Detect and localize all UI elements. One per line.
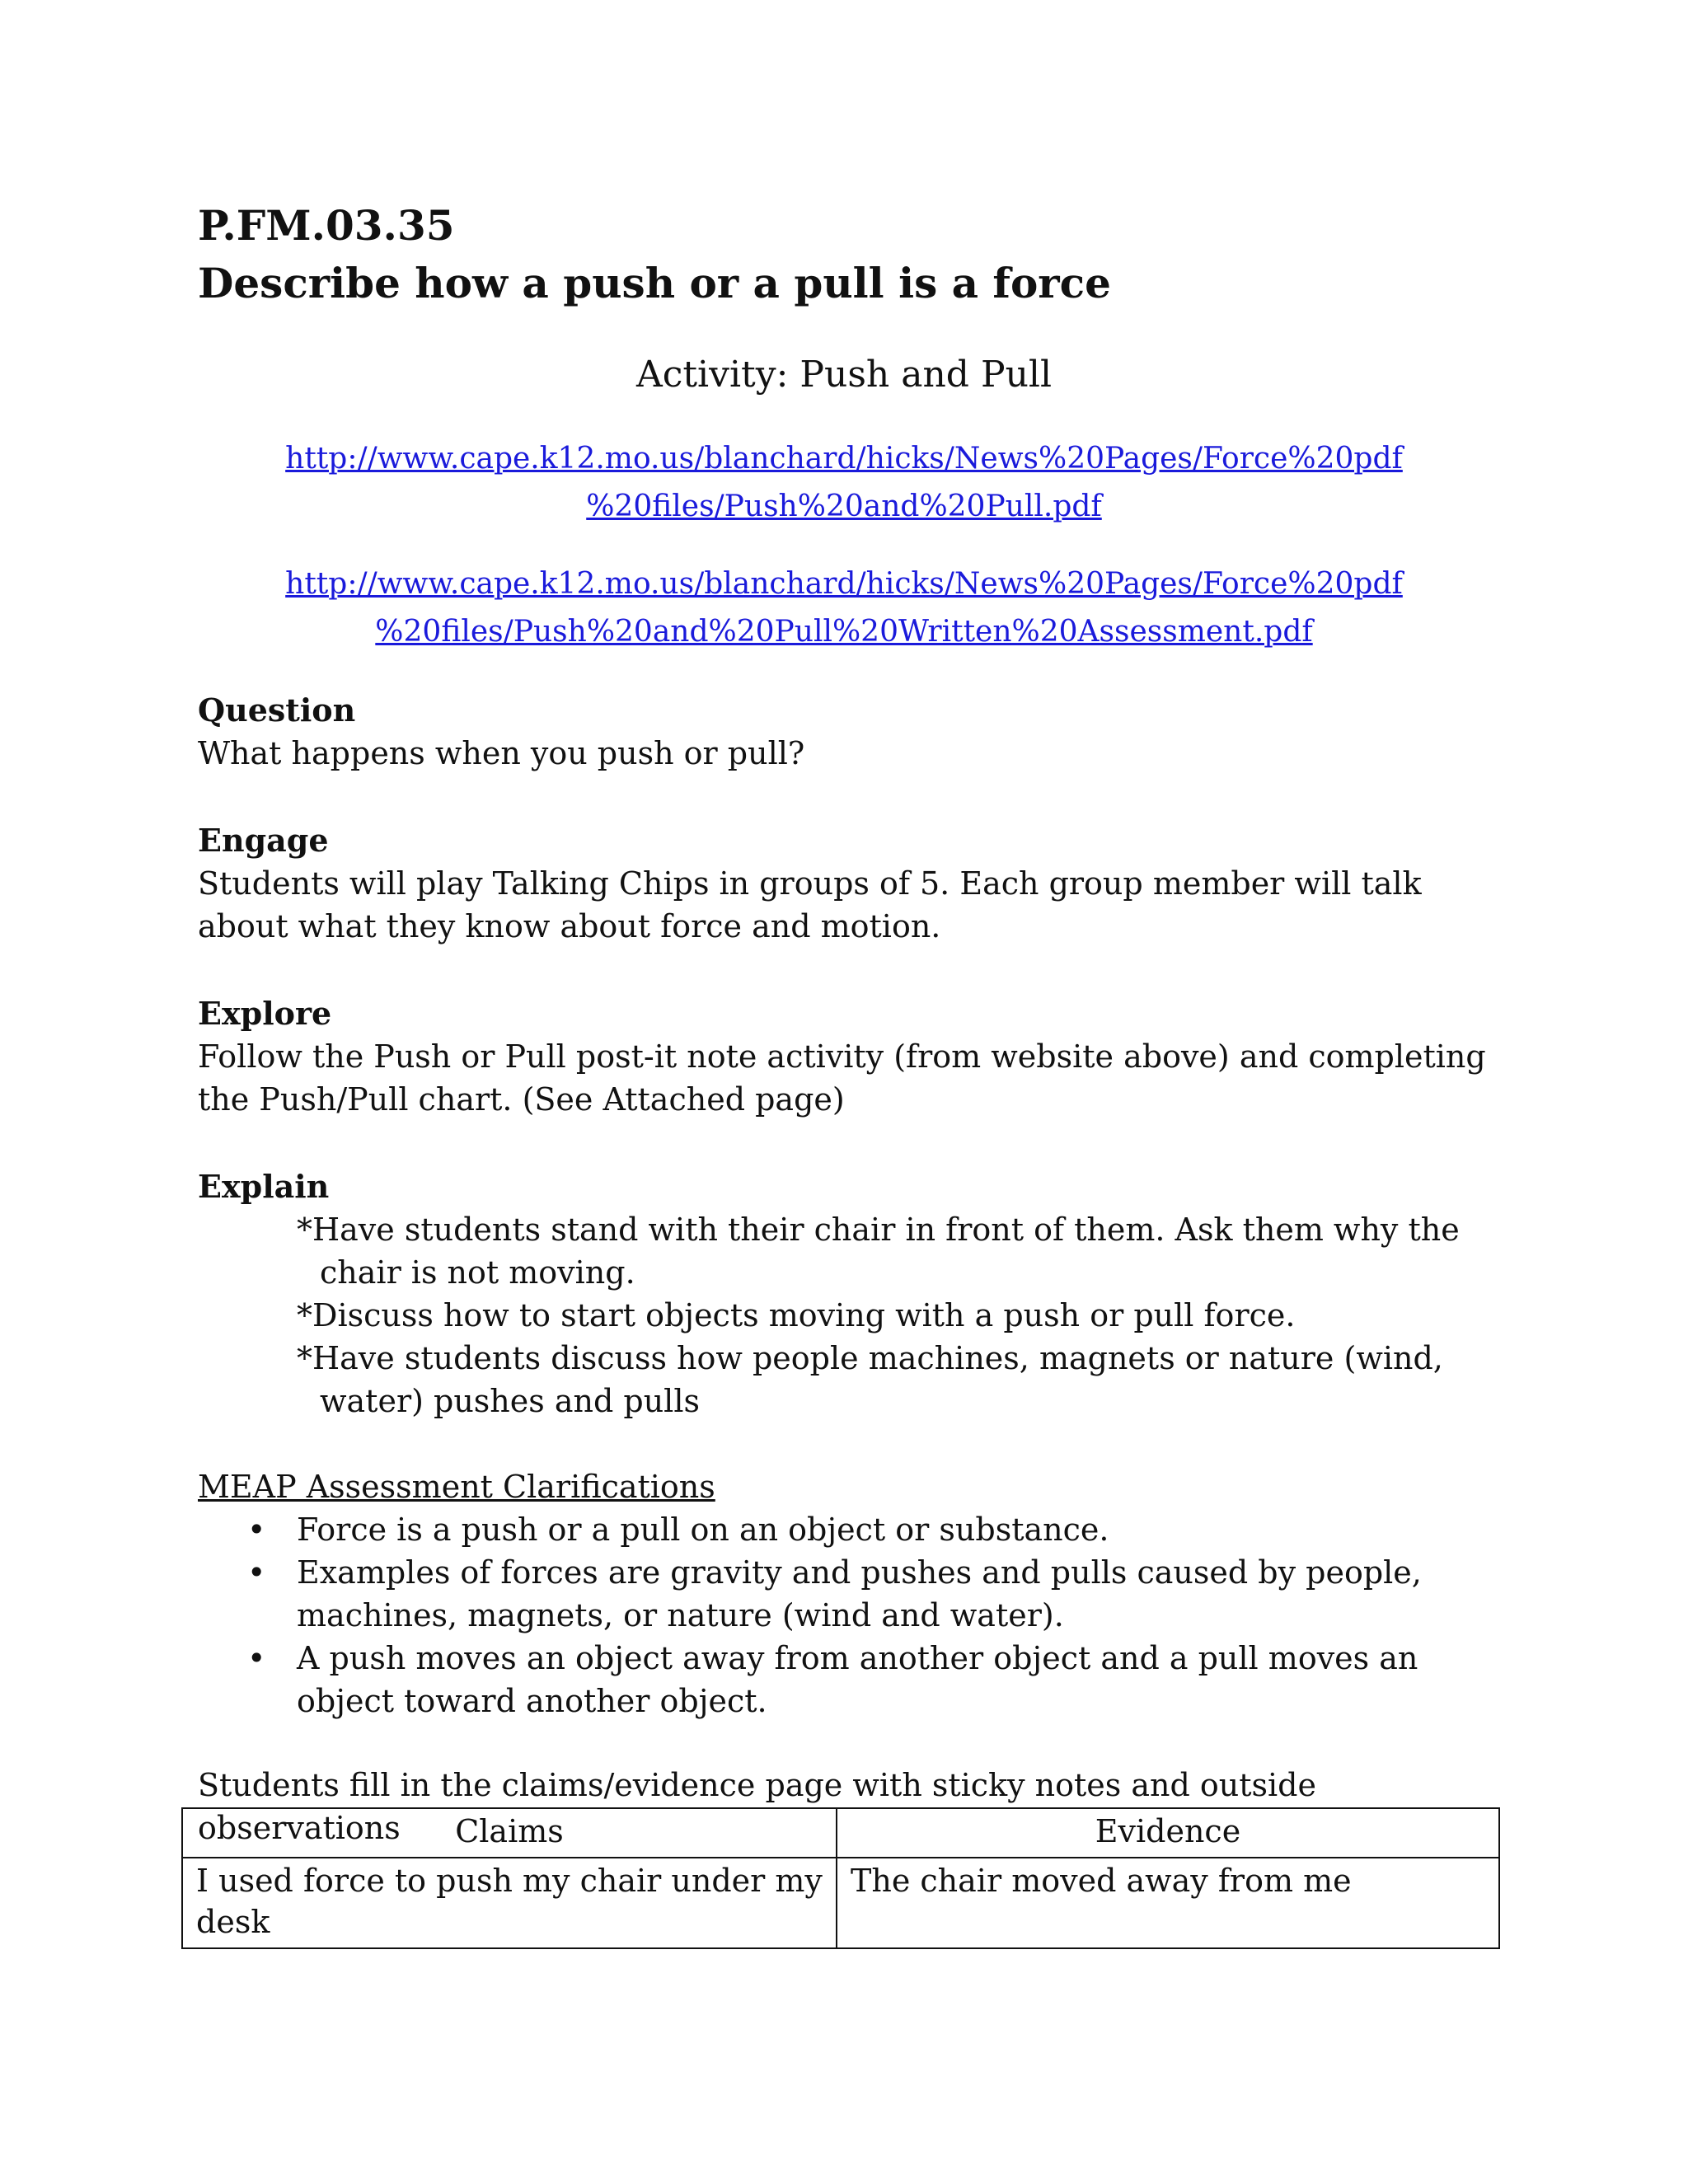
table-cell-claim: I used force to push my chair under my desk — [182, 1858, 837, 1948]
explore-line: the Push/Pull chart. (See Attached page) — [198, 1081, 845, 1118]
meap-title: MEAP Assessment Clarifications — [198, 1469, 715, 1505]
explore-line: Follow the Push or Pull post-it note activity (from website above) and completing — [198, 1038, 1486, 1075]
table-cell-evidence: The chair moved away from me — [837, 1858, 1499, 1948]
standard-description: Describe how a push or a pull is a force — [198, 259, 1111, 307]
link-push-and-pull[interactable] — [0, 435, 1688, 531]
claims-evidence-table — [181, 1807, 1500, 1949]
meap-item-text: Force is a push or a pull on an object or substance. — [297, 1511, 1109, 1548]
question-heading: Question — [198, 691, 356, 729]
meap-item — [198, 1637, 1517, 1722]
table-row — [182, 1858, 1499, 1948]
meap-list — [198, 1508, 1517, 1722]
bullet-icon: • — [247, 1640, 266, 1676]
engage-line: about what they know about force and motion. — [198, 908, 941, 944]
explore-heading: Explore — [198, 995, 332, 1032]
question-section — [198, 689, 1517, 775]
meap-item — [198, 1508, 1517, 1551]
meap-item — [198, 1551, 1517, 1637]
link-line[interactable]: http://www.cape.k12.mo.us/blanchard/hicks/News%20Pages/Force%20pdf — [285, 567, 1403, 601]
meap-section — [198, 1465, 1517, 1722]
explain-item: *Have students discuss how people machines, magnets or nature (wind, water) pushes and pulls — [297, 1340, 1443, 1419]
engage-section — [198, 819, 1517, 948]
standard-code: P.FM.03.35 — [198, 201, 455, 250]
explain-item: *Have students stand with their chair in front of them. Ask them why the chair is not moving. — [297, 1212, 1460, 1291]
activity-title: Activity: Push and Pull — [635, 354, 1053, 396]
link-written-assessment[interactable] — [0, 560, 1688, 656]
link-line[interactable]: http://www.cape.k12.mo.us/blanchard/hicks/News%20Pages/Force%20pdf — [285, 442, 1403, 476]
explain-list — [198, 1208, 1517, 1422]
link-line[interactable]: %20files/Push%20and%20Pull.pdf — [586, 490, 1102, 523]
engage-heading: Engage — [198, 822, 329, 859]
explain-item: *Discuss how to start objects moving with a push or pull force. — [297, 1297, 1296, 1333]
students-note-text: Students fill in the claims/evidence page with sticky notes and outside observations — [198, 1767, 1316, 1846]
question-text: What happens when you push or pull? — [198, 735, 805, 771]
link-line[interactable]: %20files/Push%20and%20Pull%20Written%20Assessment.pdf — [375, 615, 1313, 649]
explore-section — [198, 992, 1517, 1121]
meap-item-text: Examples of forces are gravity and pushes and pulls caused by people, machines, magnets, or nature (wind and water). — [297, 1554, 1422, 1633]
table-header-claims: Claims — [182, 1808, 837, 1858]
bullet-icon: • — [247, 1554, 266, 1591]
explain-section — [198, 1165, 1517, 1422]
bullet-icon: • — [247, 1511, 266, 1548]
meap-item-text: A push moves an object away from another object and a pull moves an object toward another object. — [297, 1640, 1418, 1719]
engage-line: Students will play Talking Chips in groups of 5. Each group member will talk — [198, 865, 1422, 902]
table-header-evidence: Evidence — [837, 1808, 1499, 1858]
table-header-row — [182, 1808, 1499, 1858]
explain-heading: Explain — [198, 1168, 330, 1205]
